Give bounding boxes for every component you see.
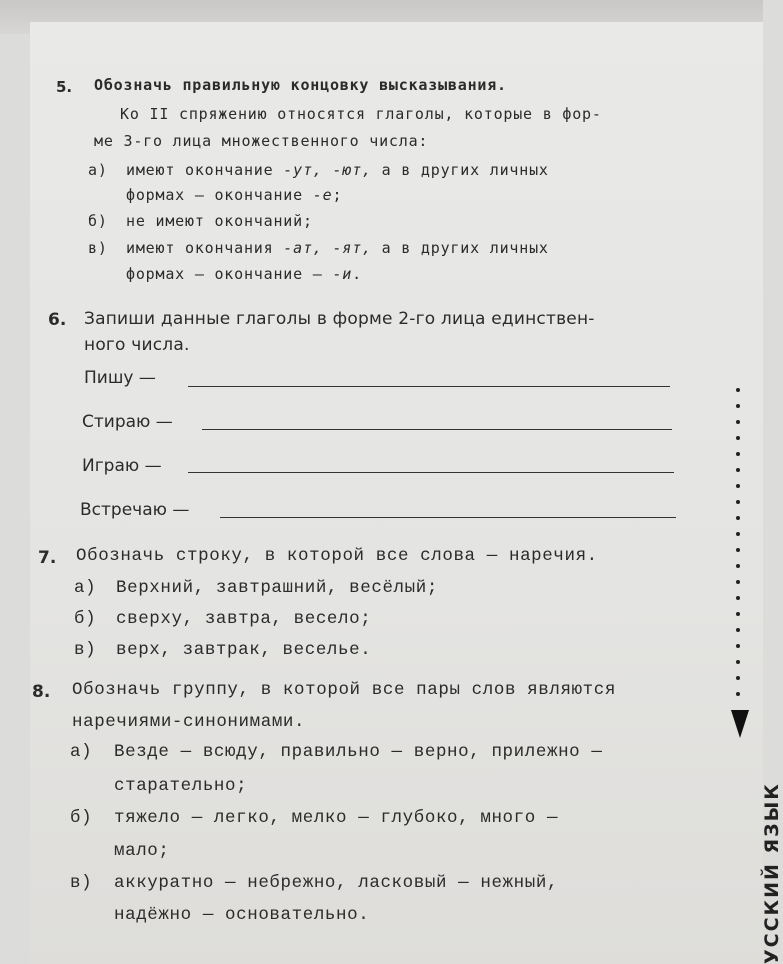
option-c: имеют окончания -ат, -ят, а в других личных [126,239,549,257]
task-stem: Ко II спряжению относятся глаголы, которые в фор- [120,105,602,123]
textbook-page [30,22,763,964]
option-b: сверху, завтра, весело; [116,609,372,629]
task-prompt: Обозначь правильную концовку высказывания. [94,76,507,94]
option-c: верх, завтрак, веселье. [116,640,372,660]
dot [736,612,740,616]
option-label: а) [88,161,108,179]
option-c: аккуратно — небрежно, ласковый — нежный, [114,873,559,893]
dot [736,564,740,568]
answer-line[interactable] [188,472,674,473]
dot [736,420,740,424]
option-a-cont: формах — окончание -е; [126,186,343,204]
option-label: в) [74,640,97,660]
dot [736,484,740,488]
verb-label: Встречаю — [80,500,190,520]
dot [736,660,740,664]
option-b-cont: мало; [114,841,170,861]
task-prompt: Запиши данные глаголы в форме 2-го лица единствен- [84,309,595,329]
dot [736,580,740,584]
dot [736,644,740,648]
dot [736,500,740,504]
dot [736,628,740,632]
option-c-cont: надёжно — основательно. [114,905,370,925]
task-prompt: Обозначь строку, в которой все слова — наречия. [76,546,598,566]
task-stem: ме 3-го лица множественного числа: [94,132,429,150]
dot [736,548,740,552]
option-label: а) [74,578,97,598]
task-prompt: Обозначь группу, в которой все пары слов являются [72,680,616,700]
verb-label: Стираю — [82,412,173,432]
option-b: не имеют окончаний; [126,212,313,230]
option-a: имеют окончание -ут, -ют, а в других личных [126,161,549,179]
option-label: в) [88,239,108,257]
task-prompt: ного числа. [84,335,190,355]
option-label: б) [74,609,97,629]
dot [736,692,740,696]
dot [736,516,740,520]
option-a: Верхний, завтрашний, весёлый; [116,578,438,598]
dot [736,676,740,680]
option-b: тяжело — легко, мелко — глубоко, много — [114,808,559,828]
dot [736,436,740,440]
option-a-cont: старательно; [114,776,248,796]
task-number: 7. [38,548,57,568]
dot [736,596,740,600]
dot [736,532,740,536]
option-label: б) [88,212,108,230]
task-number: 5. [56,78,73,96]
task-prompt: наречиями-синонимами. [72,712,306,732]
option-a: Везде — всюду, правильно — верно, прилежно — [114,742,603,762]
answer-line[interactable] [188,386,670,387]
triangle-marker-icon [731,710,749,738]
subject-side-label: УССКИЙ ЯЗЫК [761,782,783,964]
option-c-cont: формах — окончание — -и. [126,265,362,283]
verb-label: Пишу — [84,368,156,388]
option-label: б) [70,808,93,828]
answer-line[interactable] [202,429,672,430]
option-label: а) [70,742,93,762]
task-number: 6. [48,310,67,330]
option-label: в) [70,873,93,893]
dot [736,452,740,456]
task-number: 8. [32,682,51,702]
verb-label: Играю — [82,456,162,476]
dot [736,468,740,472]
dot [736,388,740,392]
dot [736,404,740,408]
answer-line[interactable] [220,517,676,518]
